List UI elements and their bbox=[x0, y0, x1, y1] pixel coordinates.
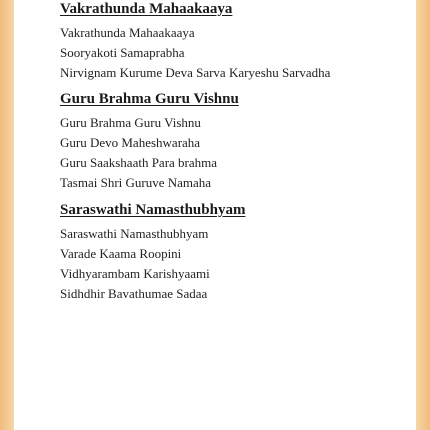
verse-lines bbox=[60, 23, 330, 83]
verse-section-guru-brahma bbox=[60, 90, 239, 193]
verse-line: Vakrathunda Mahaakaaya bbox=[60, 25, 195, 40]
verse-line: Sidhdhir Bavathumae Sadaa bbox=[60, 286, 208, 301]
section-heading: Saraswathi Namasthubhyam bbox=[60, 202, 246, 218]
verse-line: Nirvignam Kurume Deva Sarva Karyeshu Sarvadha bbox=[60, 65, 331, 80]
verse-lines bbox=[60, 224, 245, 304]
verse-line: Vidhyarambam Karishyaami bbox=[60, 266, 210, 281]
left-background-border bbox=[0, 0, 14, 430]
verse-line: Saraswathi Namasthubhyam bbox=[60, 226, 209, 241]
verse-section-vakrathunda bbox=[60, 0, 330, 83]
verse-line: Sooryakoti Samaprabha bbox=[60, 45, 185, 60]
right-background-border bbox=[416, 0, 430, 430]
section-heading: Guru Brahma Guru Vishnu bbox=[60, 91, 239, 107]
verse-line: Guru Devo Maheshwaraha bbox=[60, 135, 201, 150]
verse-lines bbox=[60, 113, 239, 193]
verse-line: Varade Kaama Roopini bbox=[60, 246, 182, 261]
verse-line: Guru Saakshaath Para brahma bbox=[60, 155, 218, 170]
verse-line: Tasmai Shri Guruve Namaha bbox=[60, 175, 212, 190]
section-heading: Vakrathunda Mahaakaaya bbox=[60, 1, 233, 17]
document-page bbox=[14, 0, 416, 430]
verse-section-saraswathi bbox=[60, 201, 245, 304]
verse-line: Guru Brahma Guru Vishnu bbox=[60, 115, 201, 130]
